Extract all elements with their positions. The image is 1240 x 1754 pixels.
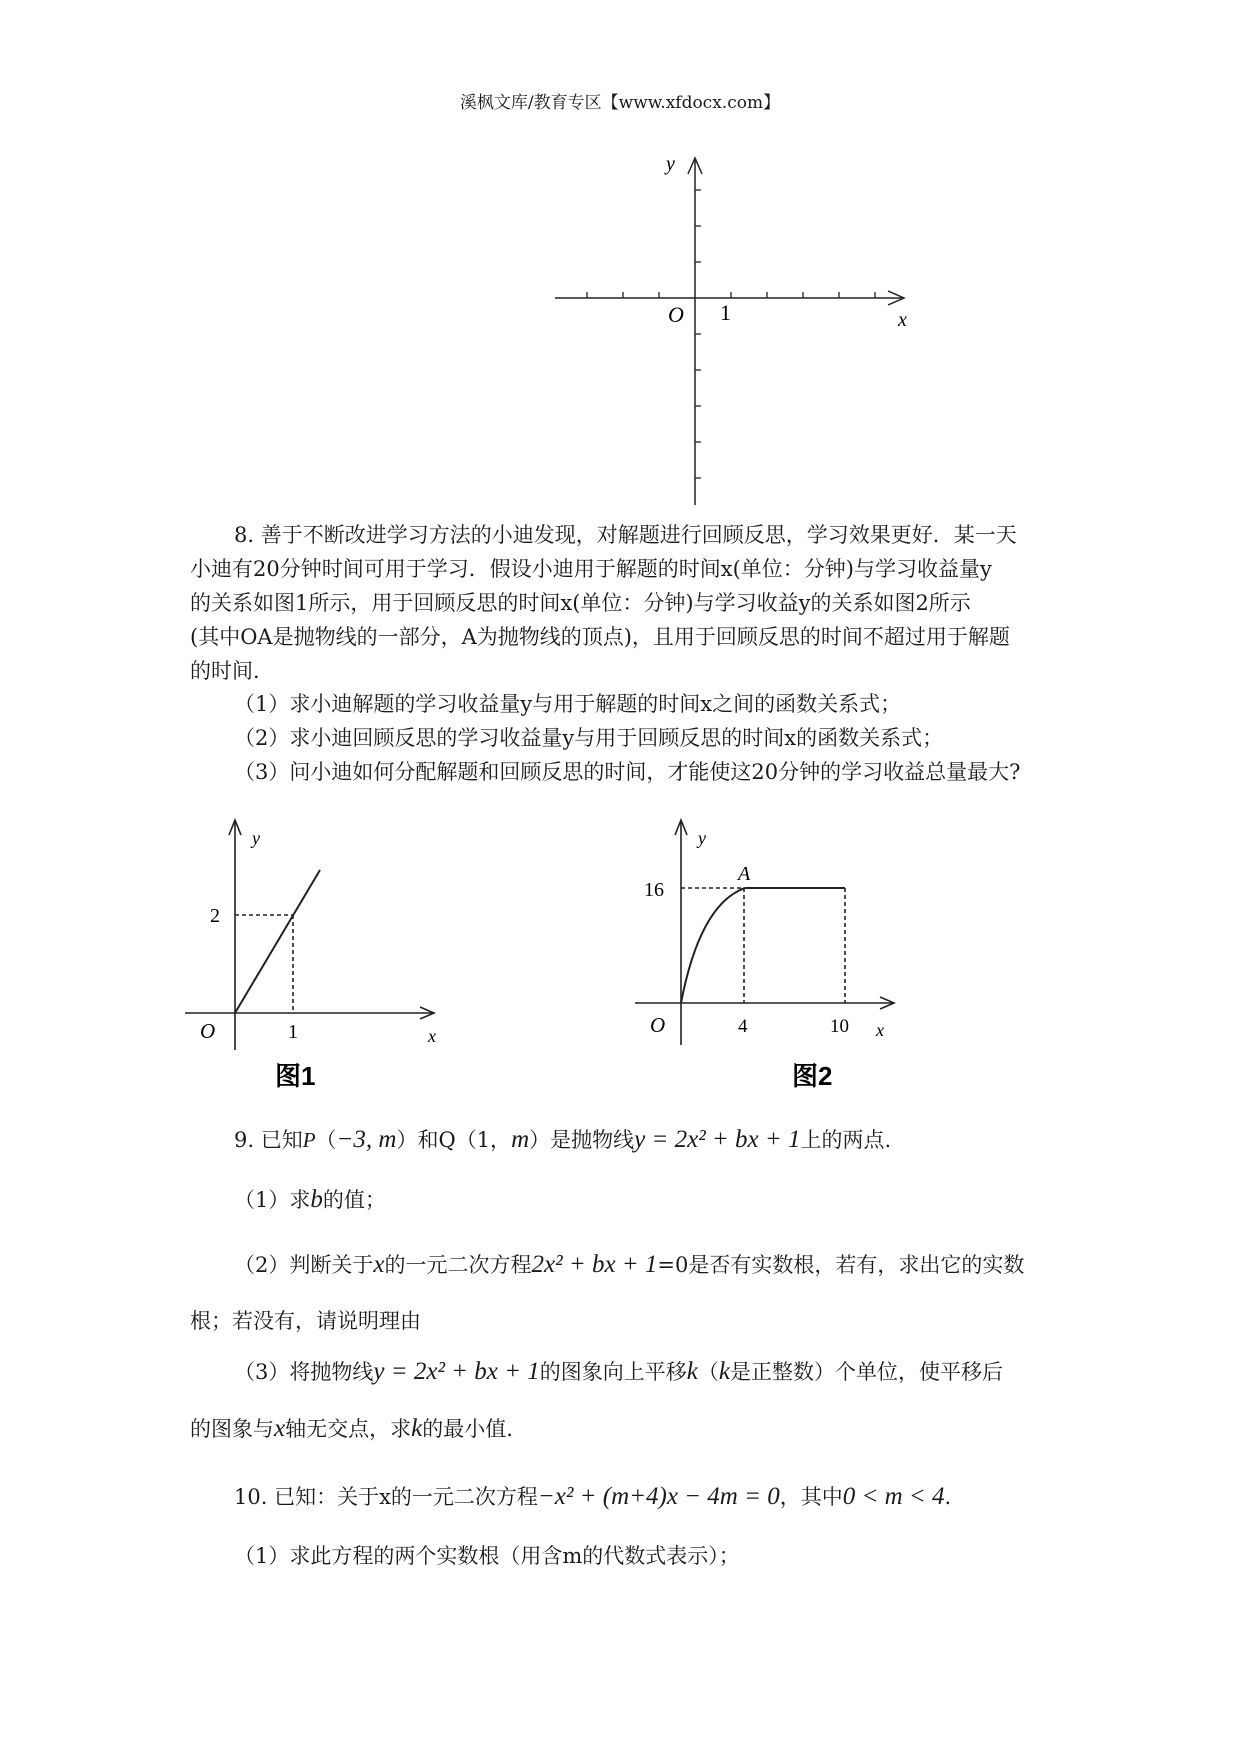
q9-s3-cont-c: 的最小值.: [422, 1417, 513, 1441]
q10-intro: 10. 已知：关于x的一元二次方程: [234, 1485, 538, 1509]
q9-and-q: ）和Q（1，: [396, 1128, 512, 1152]
x-axis-label: x: [898, 309, 907, 331]
fig1-x-tick: 1: [288, 1021, 298, 1043]
fig1-x-label: x: [428, 1026, 436, 1046]
q9-k-var: k: [686, 1358, 698, 1385]
q9-s1-prefix: （1）求: [234, 1188, 311, 1212]
q8-sub-1: （1）求小迪解题的学习收益量y与用于解题的时间x之间的函数关系式；: [234, 692, 902, 716]
figure-1-graph: [180, 810, 450, 1100]
q8-line-1: 8. 善于不断改进学习方法的小迪发现，对解题进行回顾反思，学习效果更好．某一天: [234, 523, 1017, 547]
q9-s2-mid: 的一元二次方程: [384, 1253, 532, 1277]
q9-x-var: x: [373, 1251, 385, 1278]
fig2-y-label: y: [698, 828, 706, 848]
q9-s3-cont-a: 的图象与: [190, 1417, 274, 1441]
q9-s3-cont-b: 轴无交点，求: [285, 1417, 412, 1441]
q8-line-4: (其中OA是抛物线的一部分，A为抛物线的顶点)，且用于回顾反思的时间不超过用于解题: [190, 625, 1010, 649]
q9-two-points: 上的两点.: [800, 1128, 892, 1152]
q9-s1-suffix: 的值；: [322, 1188, 386, 1212]
fig1-line: [235, 870, 320, 1013]
figure-2-graph: [630, 810, 900, 1100]
fig2-x-tick-4: 4: [738, 1016, 748, 1037]
q10-sub-1: （1）求此方程的两个实数根（用含m的代数式表示）；: [234, 1544, 740, 1568]
q10-line-1: [234, 1482, 951, 1512]
q9-s3-mid: 的图象向上平移: [539, 1360, 687, 1384]
fig2-parabola-arc: [681, 888, 745, 1003]
q9-s3-prefix: （3）将抛物线: [234, 1360, 374, 1384]
q9-parabola-formula: y = 2x² + bx + 1: [634, 1126, 801, 1153]
fig1-y-label: y: [252, 828, 260, 848]
q9-k-var-2: k: [718, 1358, 730, 1385]
x-tick-label: 1: [720, 300, 731, 325]
blank-coordinate-axes: [550, 150, 920, 510]
q9-point-p-coords: −3, m: [336, 1126, 397, 1153]
fig1-origin-label: O: [200, 1019, 216, 1043]
q9-s3-parabola: y = 2x² + bx + 1: [373, 1358, 540, 1385]
q9-sub-3-cont: [190, 1414, 513, 1444]
page-header: 溪枫文库/教育专区【www.xfdocx.com】: [459, 93, 781, 113]
q9-s2-prefix: （2）判断关于: [234, 1253, 374, 1277]
fig2-y-tick: 16: [644, 879, 664, 901]
fig2-x-tick-10: 10: [830, 1016, 849, 1037]
fig2-point-a: A: [738, 863, 751, 885]
fig2-x-label: x: [876, 1020, 884, 1040]
q8-line-2: 小迪有20分钟时间可用于学习．假设小迪用于解题的时间x(单位：分钟)与学习收益量y: [190, 557, 992, 581]
q9-b-var: b: [310, 1186, 323, 1213]
q10-period: .: [944, 1485, 952, 1509]
q9-m-var: m: [511, 1126, 530, 1153]
q9-equation: 2x² + bx + 1: [531, 1251, 658, 1278]
fig2-title: 图2: [792, 1061, 833, 1091]
q9-s3-paren: （: [697, 1360, 719, 1384]
q8-sub-3: （3）问小迪如何分配解题和回顾反思的时间，才能使这20分钟的学习收益总量最大?: [234, 760, 1021, 784]
q9-k-var-3: k: [411, 1415, 423, 1442]
q9-sub-3: [234, 1357, 1003, 1387]
fig1-y-tick: 2: [210, 905, 220, 927]
q9-sub-2-cont: 根；若没有，请说明理由: [190, 1309, 421, 1333]
q10-where: ，其中: [779, 1485, 843, 1509]
q9-intro: 9. 已知: [234, 1128, 303, 1152]
q8-sub-2: （2）求小迪回顾反思的学习收益量y与用于回顾反思的时间x的函数关系式；: [234, 726, 944, 750]
q8-line-3: 的关系如图1所示，用于回顾反思的时间x(单位：分钟)与学习收益y的关系如图2所示: [190, 591, 971, 615]
q9-x-var-2: x: [274, 1415, 286, 1442]
fig1-title: 图1: [275, 1061, 316, 1091]
y-axis-label: y: [666, 153, 675, 175]
q8-line-5: 的时间．: [190, 659, 274, 683]
q9-on-parabola: ）是抛物线: [529, 1128, 635, 1152]
q9-line-1: [234, 1125, 891, 1155]
fig2-origin-label: O: [650, 1013, 666, 1037]
origin-label: O: [668, 302, 684, 327]
q9-s3-suffix: 是正整数）个单位，使平移后: [730, 1360, 1003, 1384]
q10-condition: 0 < m < 4: [842, 1483, 945, 1510]
q9-point-p: P: [302, 1128, 316, 1152]
q10-equation: −x² + (m+4)x − 4m = 0: [537, 1483, 780, 1510]
q9-paren-open: （: [315, 1128, 337, 1152]
q9-sub-2: [234, 1250, 1024, 1280]
q9-sub-1: [234, 1185, 386, 1215]
q9-s2-suffix: =0是否有实数根，若有，求出它的实数: [657, 1253, 1025, 1277]
